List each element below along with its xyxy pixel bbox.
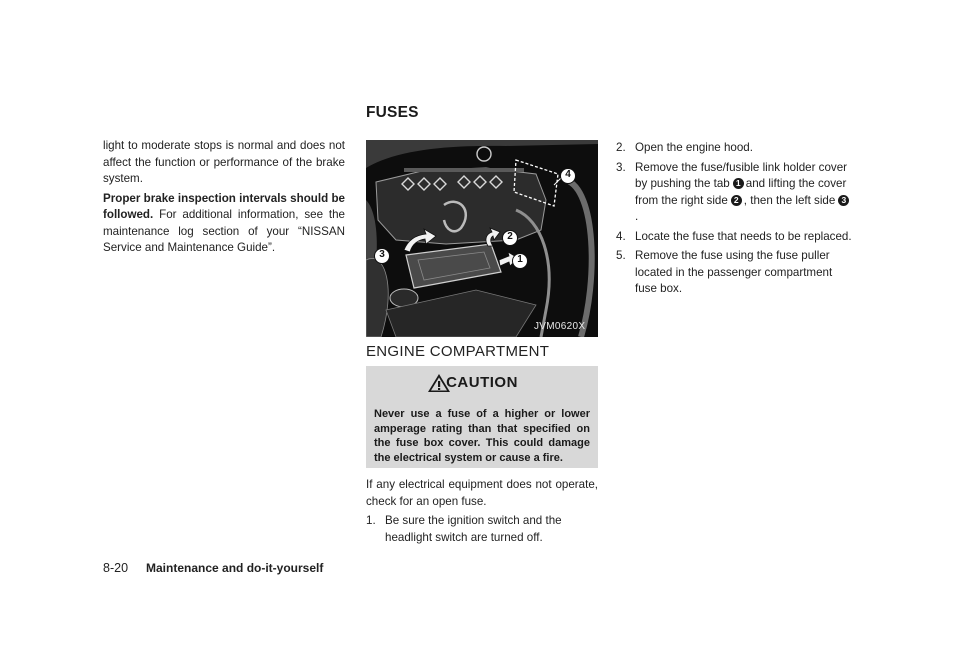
step-text: Remove the fuse using the fuse puller located in the passenger compartment fuse box. (635, 249, 833, 295)
step-number: 5. (616, 249, 626, 262)
caution-box (366, 366, 598, 468)
column-right (616, 140, 852, 298)
step-number: 4. (616, 229, 626, 243)
step-3 (616, 160, 852, 226)
step-4 (616, 229, 852, 246)
engine-compartment-heading: ENGINE COMPARTMENT (366, 343, 550, 360)
column-left (103, 138, 345, 257)
caution-title: CAUTION (446, 374, 518, 391)
inspection-emphasis: Proper brake inspection intervals should be followed. (103, 191, 345, 221)
callout-2-label: 2 (507, 231, 513, 242)
step-1 (366, 513, 598, 546)
column-middle-body (366, 477, 598, 546)
callout-2-icon: 2 (731, 195, 742, 206)
footer-section-title: Maintenance and do-it-yourself (146, 561, 324, 575)
callout-3-icon: 3 (838, 195, 849, 206)
step-number: 2. (616, 141, 626, 154)
callout-1-icon: 1 (733, 178, 744, 189)
step-text-b: and lifting the cover from the right side (635, 177, 847, 207)
step-number: 3. (616, 160, 626, 174)
open-fuse-paragraph: If any electrical equipment does not operate, check for an open fuse. (366, 478, 598, 508)
step-text-a: Remove the fuse/fusible link holder cover by pushing the tab (635, 160, 848, 190)
engine-compartment-figure (366, 140, 598, 337)
step-number: 1. (366, 514, 376, 527)
step-text-d: . (635, 210, 639, 223)
step-text: Be sure the ignition switch and the headlight switch are turned off. (385, 514, 562, 544)
page-number: 8-20 (103, 561, 129, 575)
inspection-text: For additional information, see the maintenance log section of your “NISSAN Service and Maintenance Guide”. (103, 208, 345, 254)
callout-3-label: 3 (379, 249, 385, 260)
callout-1-label: 1 (517, 254, 523, 265)
step-text: Locate the fuse that needs to be replaced. (635, 229, 852, 243)
caution-text: Never use a fuse of a higher or lower amperage rating than that specified on the fuse box cover. This could damage the electrical system or cause a fire. (374, 408, 590, 464)
section-title: FUSES (366, 104, 419, 121)
step-5 (616, 248, 852, 298)
callout-4-label: 4 (565, 169, 571, 180)
figure-code: JVM0620X (534, 321, 586, 332)
inspection-paragraph (103, 191, 345, 257)
step-text-c: , then the left side (743, 193, 836, 207)
brake-paragraph: light to moderate stops is normal and does not affect the function or performance of the brake system. (103, 139, 345, 185)
step-2 (616, 140, 852, 157)
step-text: Open the engine hood. (635, 141, 753, 154)
